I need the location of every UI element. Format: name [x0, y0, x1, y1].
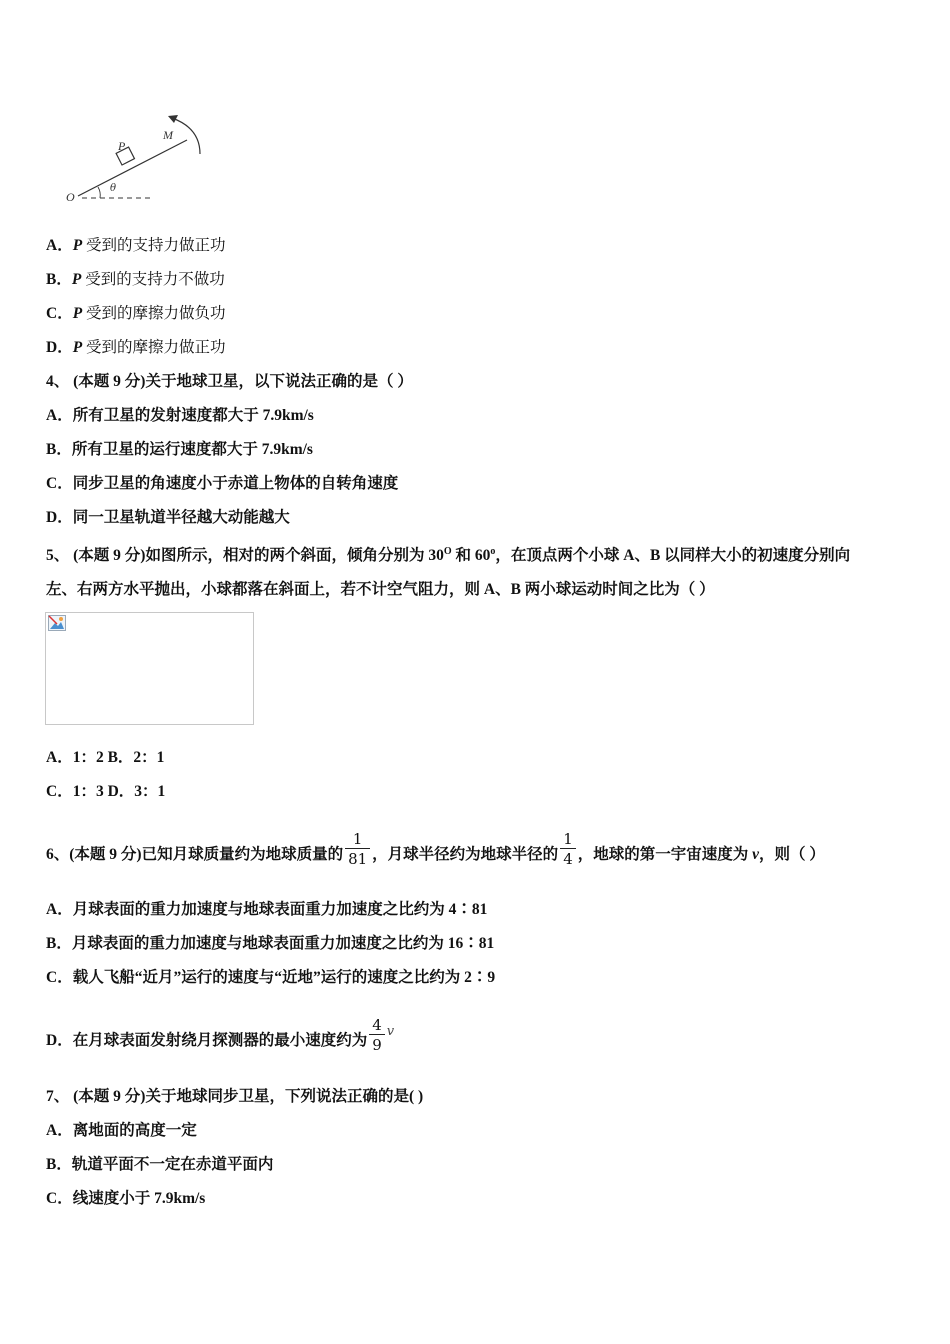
q6-option-d: D．在月球表面发射绕月探测器的最小速度约为 $\frac{4}{9}$ $^v$	[46, 1016, 395, 1054]
label-p: P	[118, 139, 126, 153]
q7-option-a: A．离地面的高度一定	[46, 1122, 197, 1139]
q6-option-a: A．月球表面的重力加速度与地球表面重力加速度之比约为 4∶81	[46, 901, 488, 918]
rotation-arrow	[172, 118, 200, 154]
broken-image-icon	[48, 615, 66, 631]
q7-option-b: B．轨道平面不一定在赤道平面内	[46, 1156, 274, 1173]
label-o: O	[66, 190, 75, 204]
q7-option-c: C．线速度小于 7.9km/s	[46, 1190, 206, 1207]
label-theta: θ	[110, 183, 117, 194]
q3-option-a: A．P 受到的支持力做正功	[46, 237, 226, 254]
q3-option-d: D．P 受到的摩擦力做正功	[46, 339, 226, 356]
q3-option-b: B．P 受到的支持力不做功	[46, 271, 225, 288]
incline-diagram	[60, 110, 220, 210]
fraction-1-4: $\frac{1}{4}$	[560, 830, 576, 869]
q6-option-b: B．月球表面的重力加速度与地球表面重力加速度之比约为 16∶81	[46, 935, 495, 952]
q3-option-c: C．P 受到的摩擦力做负功	[46, 305, 226, 322]
q4-option-b: B．所有卫星的运行速度都大于 7.9km/s	[46, 441, 313, 458]
q6-stem: 6、(本题 9 分)已知月球质量约为地球质量的 $\frac{1}{81}$ ，月球半径约为地球半径的 $\frac{1}{4}$ ，地球的第一宇宙速度为 v，则（ ）	[46, 830, 825, 868]
theta-arc	[98, 187, 100, 198]
q4-option-c: C．同步卫星的角速度小于赤道上物体的自转角速度	[46, 475, 399, 492]
q5-stem-line2: 左、右两方水平抛出，小球都落在斜面上，若不计空气阻力，则 A、B 两小球运动时间之比为（ ）	[46, 581, 715, 598]
fraction-1-81: $\frac{1}{81}$	[345, 830, 370, 869]
label-m: M	[163, 128, 173, 142]
incline-line	[78, 140, 187, 196]
q5-options-row2: C．1：3 D．3：1	[46, 783, 166, 800]
q4-option-d: D．同一卫星轨道半径越大动能越大	[46, 509, 290, 526]
q5-options-row1: A．1：2 B．2：1	[46, 749, 165, 766]
missing-image-placeholder	[45, 612, 254, 725]
fraction-4-9: $\frac{4}{9}$	[369, 1016, 385, 1055]
q5-stem-line1: 5、 (本题 9 分)如图所示，相对的两个斜面，倾角分别为 $30^O$ 和 60$^o$，在顶点两个小球 A、B 以同样大小的初速度分别向	[46, 546, 851, 565]
q4-stem: 4、 (本题 9 分)关于地球卫星，以下说法正确的是（ ）	[46, 373, 413, 390]
q7-stem: 7、 (本题 9 分)关于地球同步卫星，下列说法正确的是( )	[46, 1088, 424, 1105]
rotation-arrow-head	[168, 115, 178, 123]
q6-option-c: C．载人飞船“近月”运行的速度与“近地”运行的速度之比约为 2∶9	[46, 969, 496, 986]
q4-option-a: A．所有卫星的发射速度都大于 7.9km/s	[46, 407, 314, 424]
